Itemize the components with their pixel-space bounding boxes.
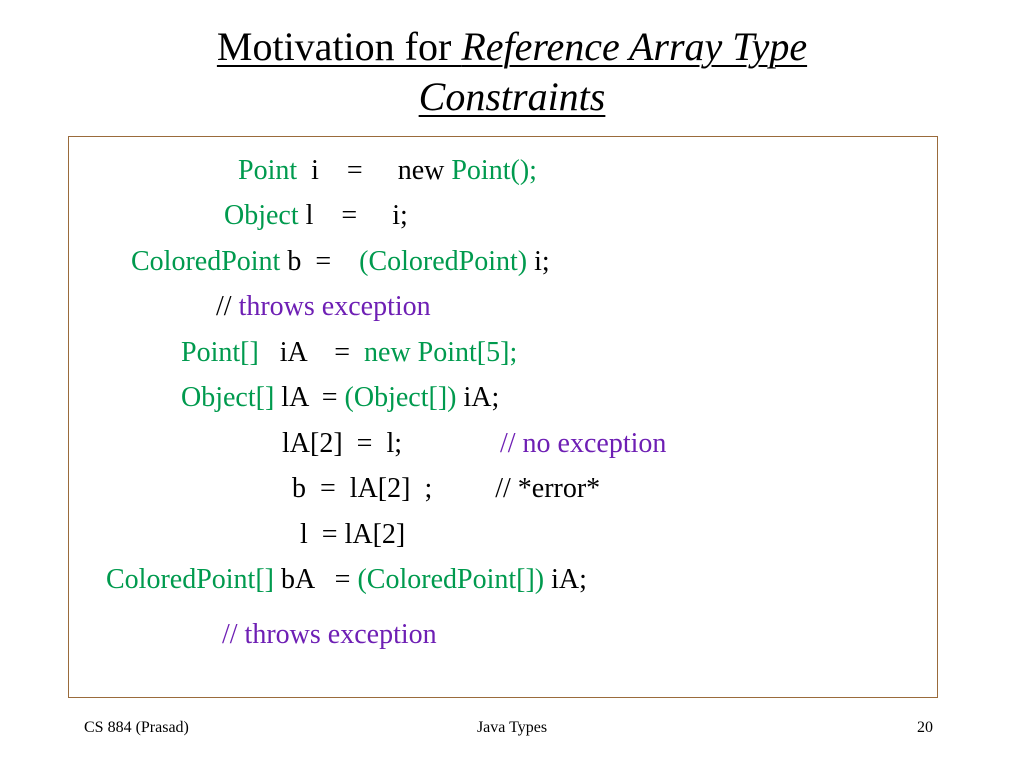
code-token: lA[2] = l; — [282, 428, 500, 459]
code-type-token: ColoredPoint — [131, 246, 281, 277]
code-type-token: Object — [224, 200, 299, 231]
code-token: i; — [527, 246, 550, 277]
code-token: iA = — [258, 337, 365, 368]
code-type-token: Object[] — [181, 382, 275, 413]
slide-title — [0, 22, 1024, 122]
code-comment-token: throws exception — [238, 291, 431, 322]
code-token: i = new — [297, 155, 452, 186]
code-line — [300, 518, 405, 552]
code-box — [68, 136, 938, 698]
code-type-token: Point — [238, 155, 298, 186]
code-type-token: (ColoredPoint[]) — [357, 564, 545, 595]
code-token: l = lA[2] — [300, 519, 406, 550]
code-token: lA = — [274, 382, 345, 413]
code-line — [292, 472, 600, 506]
code-comment-token: // throws exception — [222, 619, 437, 650]
title-line-1 — [0, 22, 1024, 72]
code-type-token: (ColoredPoint) — [359, 246, 528, 277]
footer-topic: Java Types — [476, 719, 548, 736]
code-line — [106, 563, 587, 597]
code-token: iA; — [544, 564, 587, 595]
code-line — [282, 427, 666, 461]
code-token: iA; — [456, 382, 500, 413]
code-token: b = lA[2] ; // *error* — [292, 473, 601, 504]
title-prefix: Motivation for — [216, 24, 462, 69]
title-italic-1: Reference Array Type — [461, 24, 808, 69]
code-token: // — [216, 291, 239, 322]
code-token: l = i; — [298, 200, 408, 231]
title-line-2: Constraints — [418, 74, 606, 119]
code-type-token: Point(); — [451, 155, 537, 186]
code-token: b = — [280, 246, 360, 277]
code-line — [222, 618, 437, 652]
code-line — [224, 199, 408, 233]
code-type-token: (Object[]) — [344, 382, 457, 413]
code-token: bA = — [274, 564, 358, 595]
footer-page-number: 20 — [917, 719, 933, 736]
code-type-token: ColoredPoint[] — [106, 564, 274, 595]
code-type-token: Point[] — [181, 337, 259, 368]
code-line — [131, 245, 550, 279]
code-line — [238, 154, 537, 188]
code-comment-token: // no exception — [500, 428, 667, 459]
code-line — [216, 290, 431, 324]
code-type-token: new Point[5]; — [364, 337, 518, 368]
code-line — [181, 381, 499, 415]
code-line — [181, 336, 517, 370]
footer-course: CS 884 (Prasad) — [84, 719, 189, 736]
